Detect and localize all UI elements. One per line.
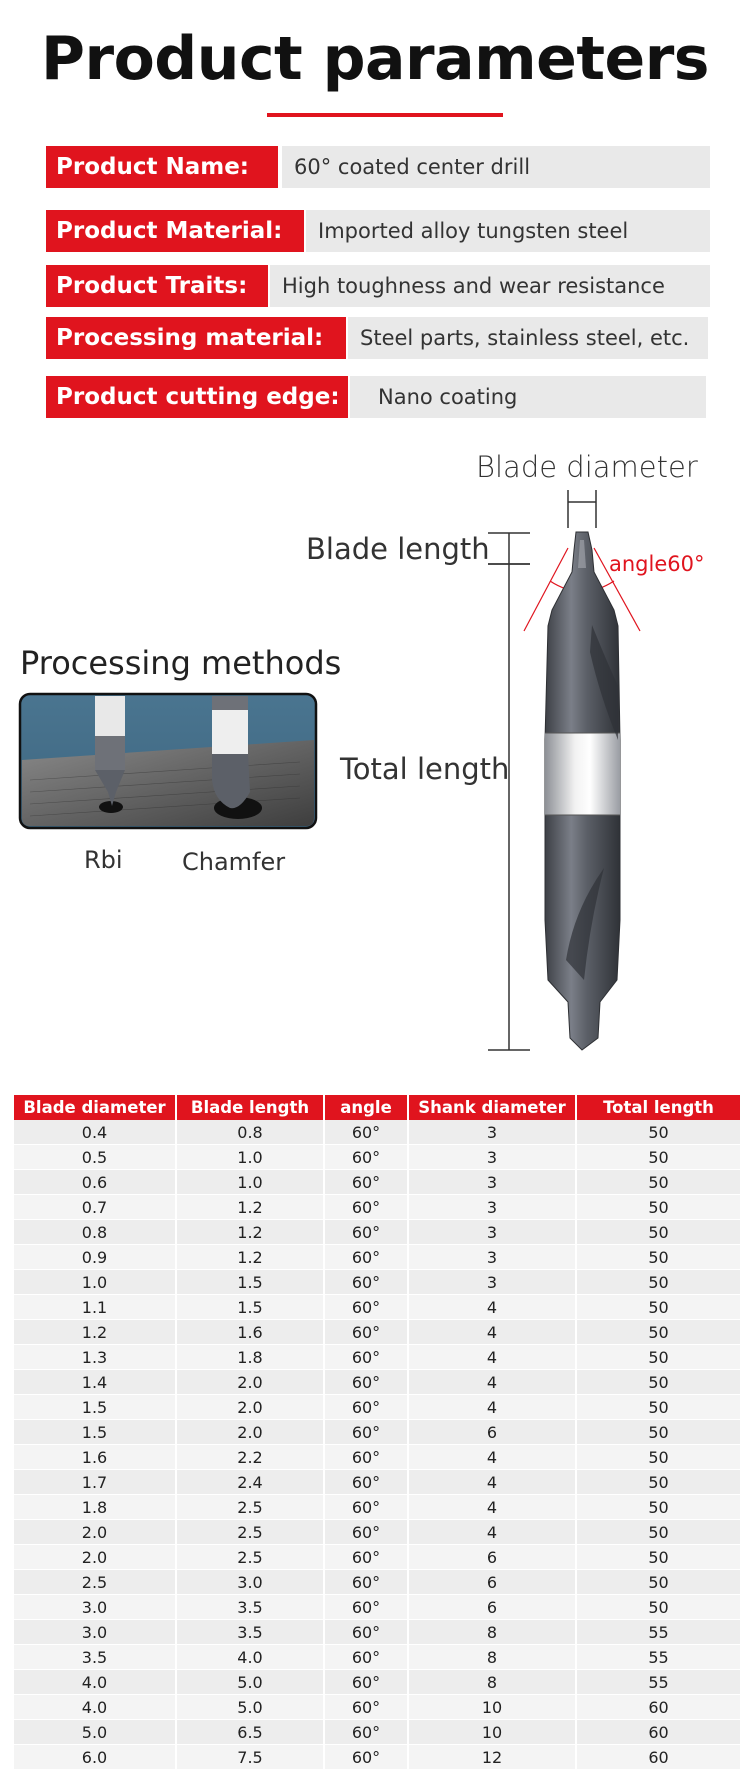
table-cell: 1.2 bbox=[176, 1195, 324, 1220]
column-header: Blade length bbox=[176, 1095, 324, 1120]
table-cell: 55 bbox=[576, 1645, 740, 1670]
table-cell: 60° bbox=[324, 1645, 408, 1670]
table-cell: 2.5 bbox=[176, 1545, 324, 1570]
table-cell: 50 bbox=[576, 1395, 740, 1420]
table-cell: 2.0 bbox=[176, 1420, 324, 1445]
table-cell: 3 bbox=[408, 1220, 576, 1245]
table-row bbox=[14, 1220, 740, 1245]
table-row bbox=[14, 1120, 740, 1145]
table-cell: 50 bbox=[576, 1145, 740, 1170]
param-label: Product Name: bbox=[46, 146, 278, 188]
page-title: Product parameters bbox=[41, 24, 709, 94]
table-cell: 50 bbox=[576, 1370, 740, 1395]
table-cell: 6 bbox=[408, 1570, 576, 1595]
table-cell: 0.7 bbox=[14, 1195, 176, 1220]
table-cell: 0.4 bbox=[14, 1120, 176, 1145]
table-cell: 60° bbox=[324, 1220, 408, 1245]
table-cell: 10 bbox=[408, 1720, 576, 1745]
table-cell: 50 bbox=[576, 1595, 740, 1620]
table-cell: 2.4 bbox=[176, 1470, 324, 1495]
param-label: Product Traits: bbox=[46, 265, 268, 307]
table-cell: 50 bbox=[576, 1345, 740, 1370]
table-cell: 60° bbox=[324, 1345, 408, 1370]
table-cell: 0.5 bbox=[14, 1145, 176, 1170]
table-header-row bbox=[14, 1095, 740, 1120]
table-row bbox=[14, 1670, 740, 1695]
specification-table bbox=[14, 1095, 740, 1770]
table-cell: 6 bbox=[408, 1420, 576, 1445]
table-cell: 4.0 bbox=[176, 1645, 324, 1670]
table-cell: 3 bbox=[408, 1120, 576, 1145]
table-cell: 60 bbox=[576, 1695, 740, 1720]
table-cell: 60° bbox=[324, 1170, 408, 1195]
table-cell: 6 bbox=[408, 1545, 576, 1570]
table-cell: 5.0 bbox=[176, 1695, 324, 1720]
table-cell: 60° bbox=[324, 1270, 408, 1295]
table-cell: 2.0 bbox=[176, 1395, 324, 1420]
table-row bbox=[14, 1595, 740, 1620]
table-cell: 60 bbox=[576, 1745, 740, 1770]
table-cell: 0.9 bbox=[14, 1245, 176, 1270]
table-cell: 60° bbox=[324, 1745, 408, 1770]
label-total-length: Total length bbox=[340, 752, 510, 786]
table-row bbox=[14, 1270, 740, 1295]
table-cell: 60° bbox=[324, 1595, 408, 1620]
table-cell: 50 bbox=[576, 1245, 740, 1270]
table-cell: 60° bbox=[324, 1145, 408, 1170]
table-cell: 3.0 bbox=[14, 1620, 176, 1645]
table-cell: 50 bbox=[576, 1270, 740, 1295]
table-cell: 2.0 bbox=[14, 1545, 176, 1570]
table-cell: 60° bbox=[324, 1520, 408, 1545]
table-cell: 1.5 bbox=[14, 1420, 176, 1445]
param-label: Product Material: bbox=[46, 210, 304, 252]
table-cell: 4.0 bbox=[14, 1695, 176, 1720]
table-cell: 4 bbox=[408, 1345, 576, 1370]
table-row bbox=[14, 1470, 740, 1495]
table-cell: 2.5 bbox=[14, 1570, 176, 1595]
table-cell: 3 bbox=[408, 1270, 576, 1295]
table-row bbox=[14, 1170, 740, 1195]
table-cell: 50 bbox=[576, 1420, 740, 1445]
table-cell: 3 bbox=[408, 1245, 576, 1270]
table-row bbox=[14, 1420, 740, 1445]
table-cell: 8 bbox=[408, 1620, 576, 1645]
column-header: Shank diameter bbox=[408, 1095, 576, 1120]
table-cell: 60° bbox=[324, 1470, 408, 1495]
table-cell: 4 bbox=[408, 1395, 576, 1420]
table-cell: 4 bbox=[408, 1370, 576, 1395]
table-row bbox=[14, 1745, 740, 1770]
label-blade-length: Blade length bbox=[306, 532, 490, 566]
table-cell: 50 bbox=[576, 1320, 740, 1345]
table-cell: 60° bbox=[324, 1370, 408, 1395]
table-cell: 60° bbox=[324, 1495, 408, 1520]
table-cell: 1.6 bbox=[176, 1320, 324, 1345]
label-angle: angle60° bbox=[609, 552, 705, 576]
table-row bbox=[14, 1570, 740, 1595]
table-cell: 50 bbox=[576, 1195, 740, 1220]
table-cell: 6 bbox=[408, 1595, 576, 1620]
table-cell: 50 bbox=[576, 1495, 740, 1520]
table-cell: 0.6 bbox=[14, 1170, 176, 1195]
table-cell: 60° bbox=[324, 1420, 408, 1445]
table-cell: 2.0 bbox=[176, 1370, 324, 1395]
param-label: Product cutting edge: bbox=[46, 376, 348, 418]
dimension-diagram bbox=[0, 440, 750, 1070]
table-cell: 50 bbox=[576, 1445, 740, 1470]
table-cell: 1.0 bbox=[176, 1145, 324, 1170]
table-cell: 3.5 bbox=[176, 1595, 324, 1620]
table-row bbox=[14, 1395, 740, 1420]
table-cell: 50 bbox=[576, 1520, 740, 1545]
table-cell: 60° bbox=[324, 1195, 408, 1220]
table-cell: 60° bbox=[324, 1545, 408, 1570]
table-cell: 60° bbox=[324, 1245, 408, 1270]
table-row bbox=[14, 1495, 740, 1520]
param-value: Nano coating bbox=[350, 376, 706, 418]
method-label-chamfer: Chamfer bbox=[182, 848, 286, 876]
table-cell: 3.0 bbox=[14, 1595, 176, 1620]
table-cell: 4 bbox=[408, 1520, 576, 1545]
table-cell: 60° bbox=[324, 1670, 408, 1695]
table-row bbox=[14, 1445, 740, 1470]
table-cell: 4.0 bbox=[14, 1670, 176, 1695]
table-row bbox=[14, 1245, 740, 1270]
param-value: High toughness and wear resistance bbox=[270, 265, 710, 307]
table-cell: 55 bbox=[576, 1670, 740, 1695]
method-label-rbi: Rbi bbox=[84, 846, 123, 874]
label-blade-diameter: Blade diameter bbox=[476, 450, 698, 484]
table-cell: 8 bbox=[408, 1645, 576, 1670]
table-cell: 60° bbox=[324, 1120, 408, 1145]
table-cell: 2.2 bbox=[176, 1445, 324, 1470]
table-cell: 60° bbox=[324, 1295, 408, 1320]
table-cell: 5.0 bbox=[176, 1670, 324, 1695]
param-value: Imported alloy tungsten steel bbox=[306, 210, 710, 252]
table-cell: 3.5 bbox=[176, 1620, 324, 1645]
table-cell: 50 bbox=[576, 1170, 740, 1195]
table-cell: 7.5 bbox=[176, 1745, 324, 1770]
table-cell: 0.8 bbox=[14, 1220, 176, 1245]
table-cell: 4 bbox=[408, 1320, 576, 1345]
table-row bbox=[14, 1620, 740, 1645]
table-cell: 55 bbox=[576, 1620, 740, 1645]
table-row bbox=[14, 1545, 740, 1570]
table-cell: 10 bbox=[408, 1695, 576, 1720]
title-underline bbox=[267, 113, 503, 117]
table-row bbox=[14, 1370, 740, 1395]
table-cell: 1.8 bbox=[176, 1345, 324, 1370]
table-cell: 1.7 bbox=[14, 1470, 176, 1495]
table-cell: 2.5 bbox=[176, 1495, 324, 1520]
table-row bbox=[14, 1195, 740, 1220]
table-cell: 4 bbox=[408, 1445, 576, 1470]
table-cell: 1.1 bbox=[14, 1295, 176, 1320]
table-cell: 1.5 bbox=[176, 1295, 324, 1320]
table-cell: 60° bbox=[324, 1395, 408, 1420]
table-cell: 2.5 bbox=[176, 1520, 324, 1545]
table-cell: 4 bbox=[408, 1470, 576, 1495]
table-cell: 2.0 bbox=[14, 1520, 176, 1545]
table-cell: 4 bbox=[408, 1295, 576, 1320]
table-cell: 3.5 bbox=[14, 1645, 176, 1670]
table-row bbox=[14, 1520, 740, 1545]
table-cell: 60° bbox=[324, 1445, 408, 1470]
table-cell: 60 bbox=[576, 1720, 740, 1745]
table-cell: 60° bbox=[324, 1570, 408, 1595]
column-header: Blade diameter bbox=[14, 1095, 176, 1120]
table-cell: 60° bbox=[324, 1620, 408, 1645]
table-cell: 3 bbox=[408, 1145, 576, 1170]
table-cell: 50 bbox=[576, 1570, 740, 1595]
table-cell: 50 bbox=[576, 1120, 740, 1145]
table-cell: 1.6 bbox=[14, 1445, 176, 1470]
table-row bbox=[14, 1320, 740, 1345]
table-cell: 3 bbox=[408, 1195, 576, 1220]
table-cell: 1.8 bbox=[14, 1495, 176, 1520]
column-header: Total length bbox=[576, 1095, 740, 1120]
table-cell: 50 bbox=[576, 1220, 740, 1245]
table-cell: 0.8 bbox=[176, 1120, 324, 1145]
table-row bbox=[14, 1145, 740, 1170]
table-cell: 60° bbox=[324, 1695, 408, 1720]
table-cell: 50 bbox=[576, 1295, 740, 1320]
table-cell: 1.5 bbox=[14, 1395, 176, 1420]
table-cell: 1.2 bbox=[176, 1245, 324, 1270]
table-cell: 1.0 bbox=[14, 1270, 176, 1295]
table-row bbox=[14, 1720, 740, 1745]
table-row bbox=[14, 1645, 740, 1670]
table-cell: 3 bbox=[408, 1170, 576, 1195]
table-cell: 8 bbox=[408, 1670, 576, 1695]
table-cell: 1.4 bbox=[14, 1370, 176, 1395]
table-cell: 1.0 bbox=[176, 1170, 324, 1195]
processing-methods-heading: Processing methods bbox=[20, 644, 342, 682]
table-cell: 6.0 bbox=[14, 1745, 176, 1770]
param-label: Processing material: bbox=[46, 317, 346, 359]
table-cell: 1.5 bbox=[176, 1270, 324, 1295]
table-cell: 50 bbox=[576, 1470, 740, 1495]
table-cell: 1.3 bbox=[14, 1345, 176, 1370]
param-value: Steel parts, stainless steel, etc. bbox=[348, 317, 708, 359]
table-row bbox=[14, 1295, 740, 1320]
table-cell: 1.2 bbox=[14, 1320, 176, 1345]
table-cell: 1.2 bbox=[176, 1220, 324, 1245]
param-value: 60° coated center drill bbox=[282, 146, 710, 188]
table-cell: 50 bbox=[576, 1545, 740, 1570]
table-cell: 5.0 bbox=[14, 1720, 176, 1745]
table-body bbox=[14, 1120, 740, 1770]
table-cell: 12 bbox=[408, 1745, 576, 1770]
table-cell: 3.0 bbox=[176, 1570, 324, 1595]
table-cell: 6.5 bbox=[176, 1720, 324, 1745]
table-row bbox=[14, 1695, 740, 1720]
table-cell: 60° bbox=[324, 1720, 408, 1745]
column-header: angle bbox=[324, 1095, 408, 1120]
table-cell: 4 bbox=[408, 1495, 576, 1520]
table-row bbox=[14, 1345, 740, 1370]
table-cell: 60° bbox=[324, 1320, 408, 1345]
